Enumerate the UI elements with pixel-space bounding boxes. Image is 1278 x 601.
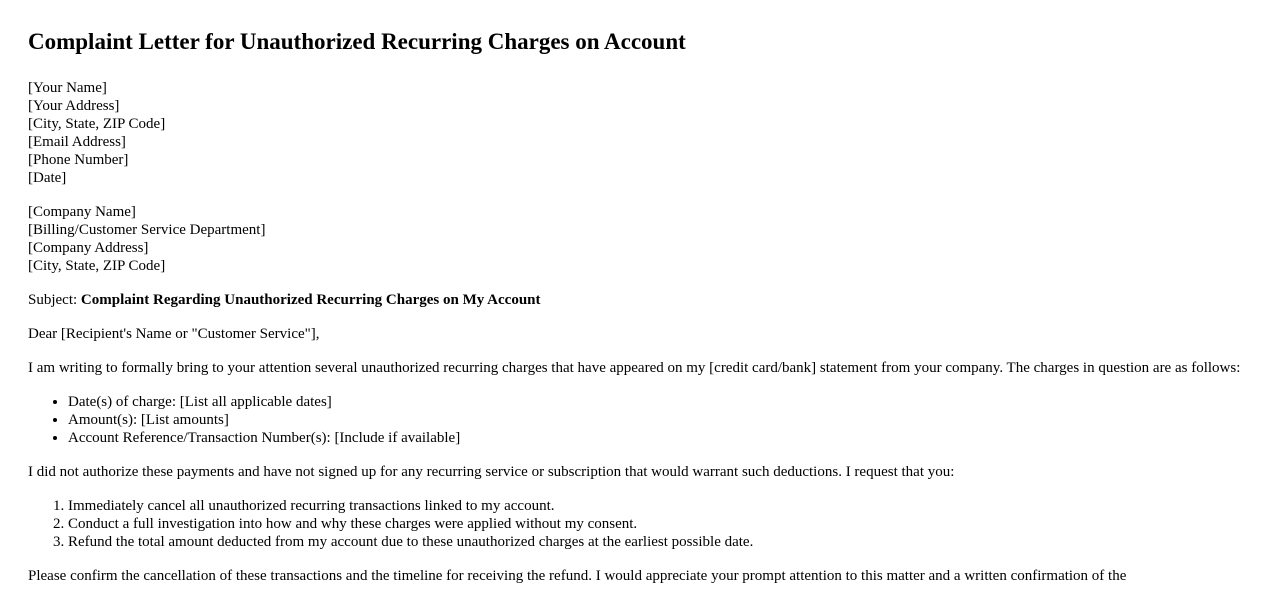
recipient-address-block (28, 203, 1250, 275)
list-item: • Date(s) of charge: [List all applicable dates] (68, 393, 1250, 411)
subject-label: Subject: (28, 292, 81, 308)
subject-line (28, 291, 1250, 309)
sender-address-block (28, 79, 1250, 187)
intro-paragraph: I am writing to formally bring to your attention several unauthorized recurring charges that have appeared on my [credit card/bank] statement from your company. The charges in question are as follows: (28, 360, 1241, 376)
subject-text: Complaint Regarding Unauthorized Recurring Charges on My Account (80, 292, 541, 308)
recipient-department: [Billing/Customer Service Department] (28, 222, 266, 238)
closing-paragraph: Please confirm the cancellation of these transactions and the timeline for receiving the refund. I would appreciate your prompt attention to this matter and a written confirmation of the (28, 568, 1127, 584)
list-item: 2. Conduct a full investigation into how and why these charges were applied without my consent. (68, 515, 1250, 533)
request-paragraph: I did not authorize these payments and have not signed up for any recurring service or subscription that would warrant such deductions. I request that you: (28, 464, 955, 480)
sender-name: [Your Name] (28, 80, 107, 96)
page-title: Complaint Letter for Unauthorized Recurring Charges on Account (28, 29, 686, 54)
requests-list (28, 497, 1250, 551)
recipient-address: [Company Address] (28, 240, 149, 256)
list-item: 3. Refund the total amount deducted from my account due to these unauthorized charges at the earliest possible date. (68, 533, 1250, 551)
sender-address: [Your Address] (28, 98, 120, 114)
sender-phone: [Phone Number] (28, 152, 129, 168)
letter-date: [Date] (28, 170, 67, 186)
list-item: • Amount(s): [List amounts] (68, 411, 1250, 429)
recipient-company: [Company Name] (28, 204, 136, 220)
sender-city-state-zip: [City, State, ZIP Code] (28, 116, 166, 132)
sender-email: [Email Address] (28, 134, 126, 150)
charge-details-list (28, 393, 1250, 447)
recipient-city-state-zip: [City, State, ZIP Code] (28, 258, 166, 274)
list-item: 1. Immediately cancel all unauthorized recurring transactions linked to my account. (68, 497, 1250, 515)
salutation: Dear [Recipient's Name or "Customer Service"], (28, 326, 320, 342)
list-item: • Account Reference/Transaction Number(s): [Include if available] (68, 429, 1250, 447)
